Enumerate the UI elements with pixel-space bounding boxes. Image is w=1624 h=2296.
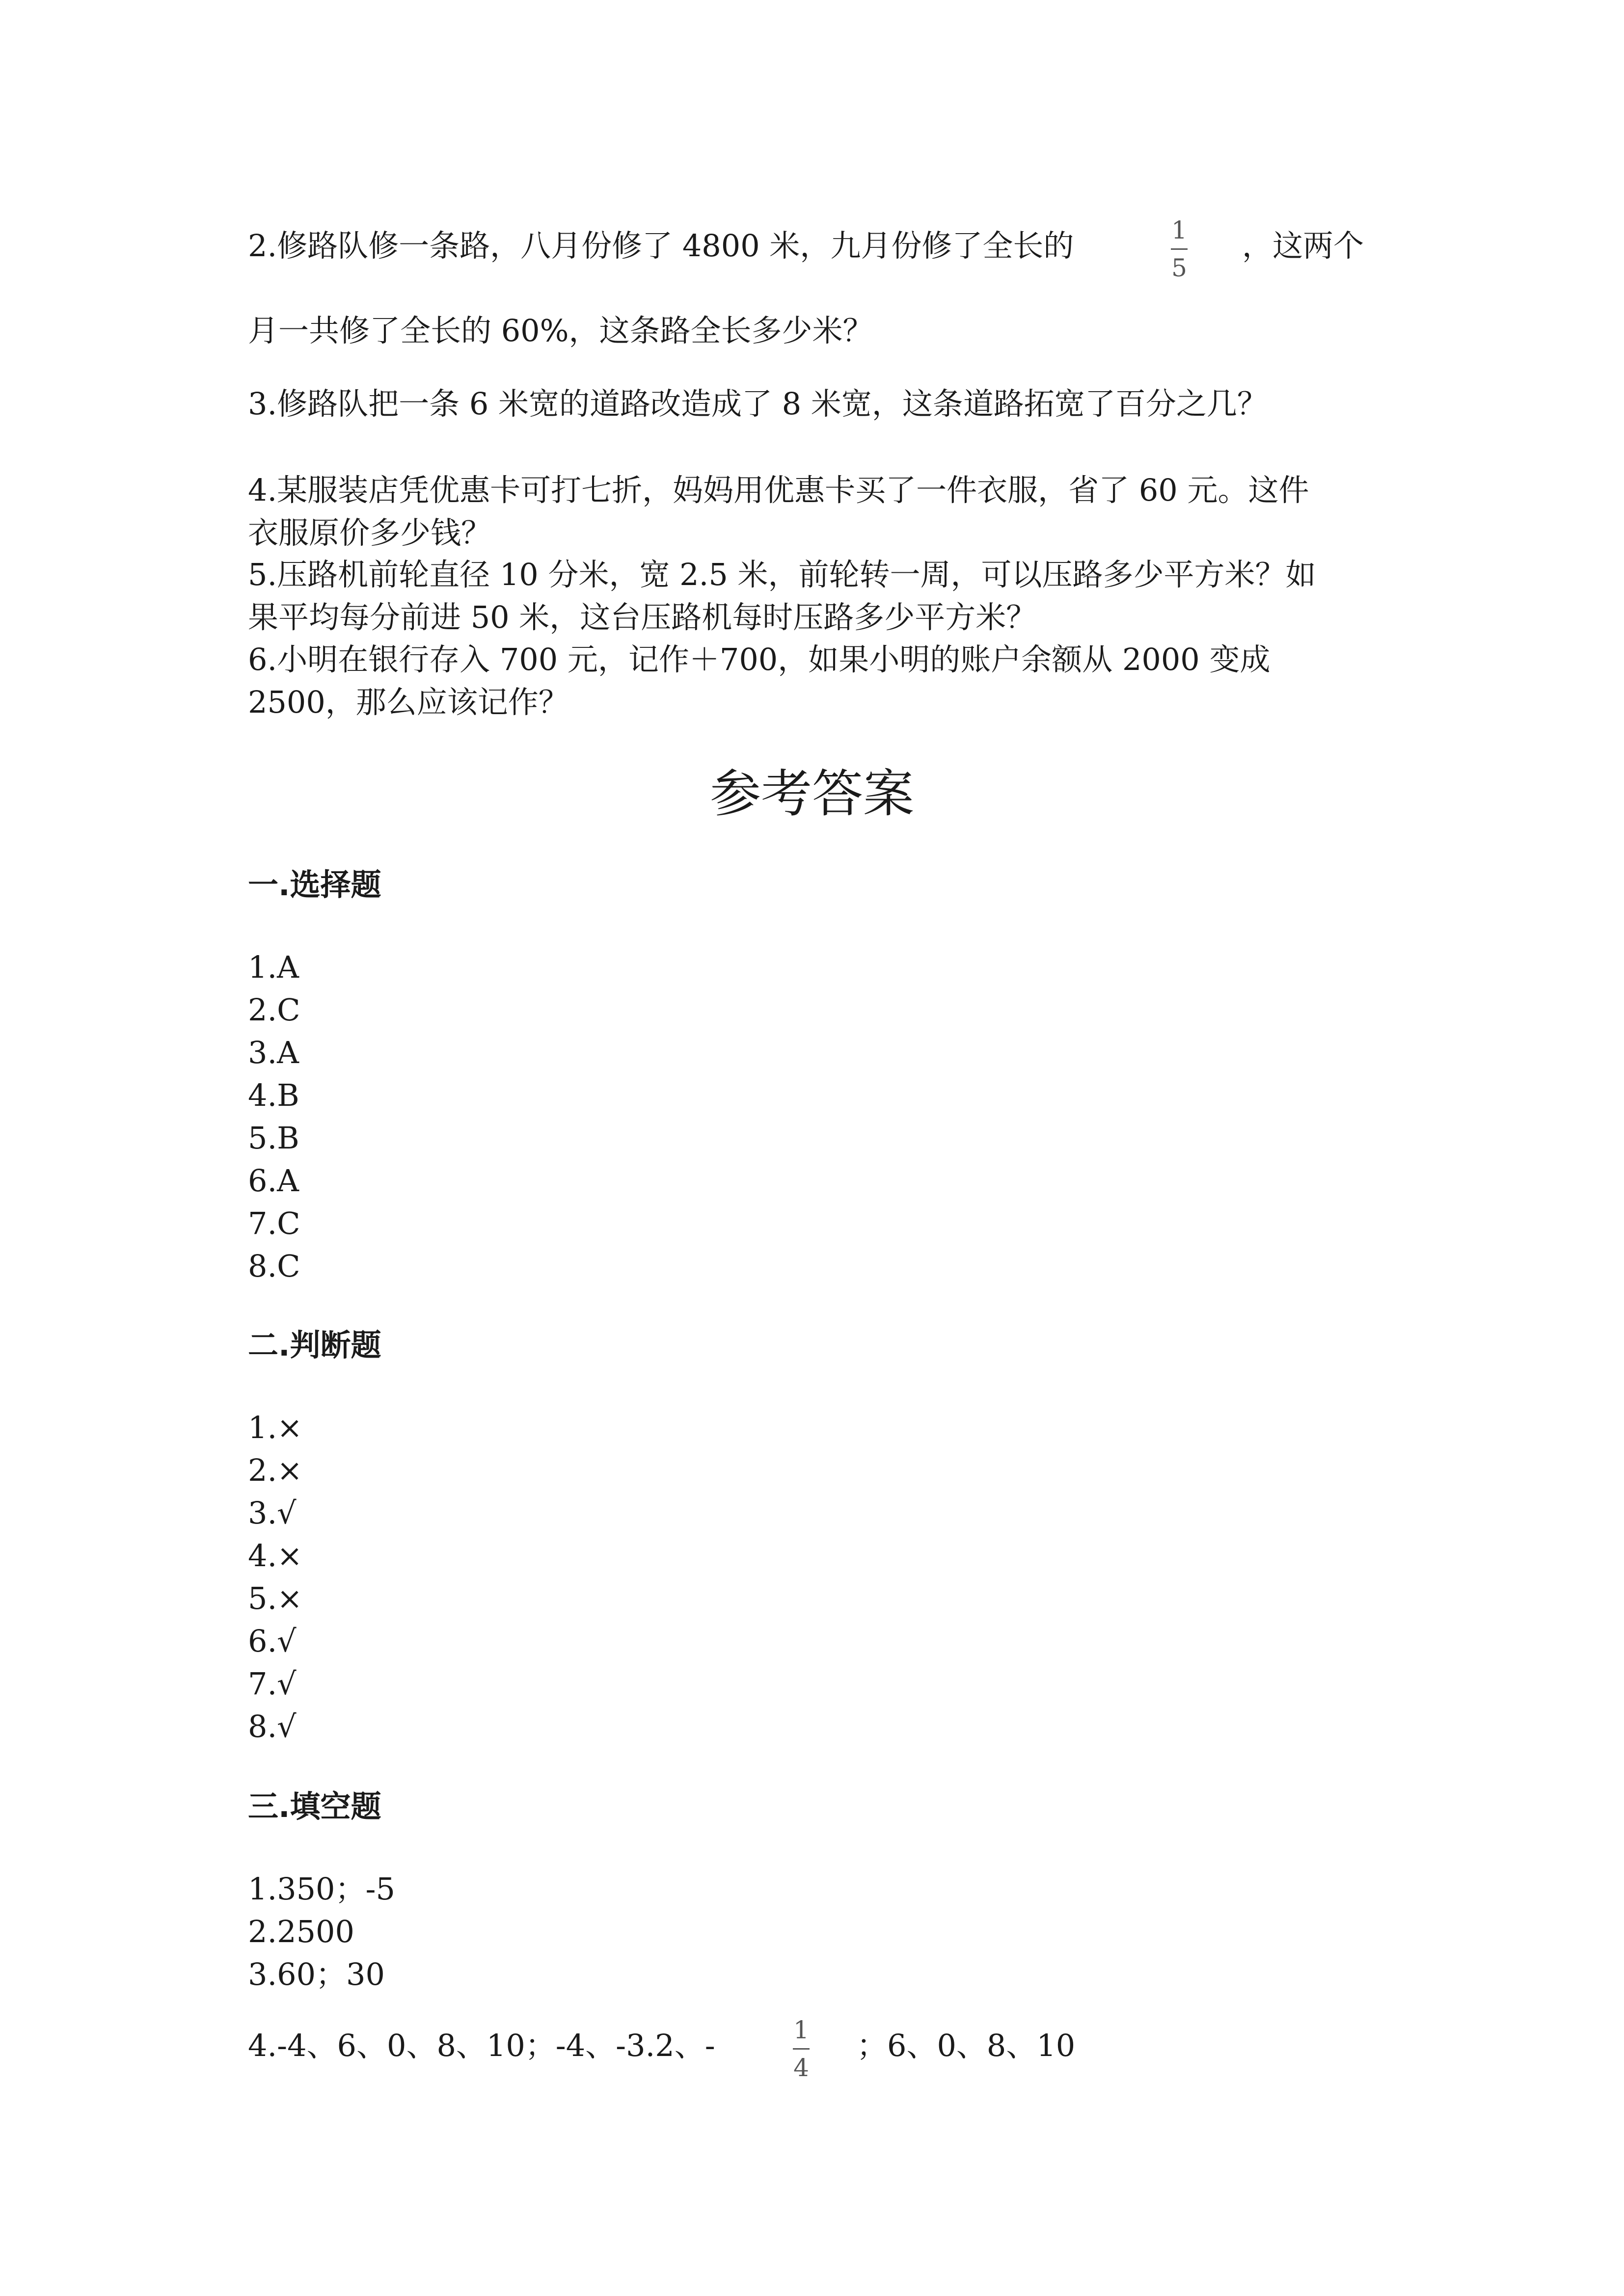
fraction-numerator: 1 — [1171, 216, 1187, 244]
problem-6-line-1: 6.小明在银行存入 700 元，记作＋700，如果小明的账户余额从 2000 变成 — [248, 641, 1271, 677]
answer-title: 参考答案 — [709, 764, 914, 824]
fraction-one-fifth — [1171, 216, 1188, 282]
answer-item: 6.A — [248, 1163, 299, 1199]
problem-2-text-before: 2.修路队修一条路，八月份修了 4800 米，九月份修了全长的 — [248, 228, 1074, 264]
answer-item: 5.B — [248, 1120, 299, 1156]
answer-item: 2.× — [248, 1452, 303, 1488]
fraction-numerator: 1 — [793, 2016, 809, 2044]
fraction-denominator: 5 — [1171, 254, 1187, 282]
problem-6-line-2: 2500，那么应该记作？ — [248, 684, 569, 720]
answer-item: 7.√ — [248, 1666, 297, 1702]
answer-item: 4.× — [248, 1538, 303, 1574]
answer-item: 3.A — [248, 1035, 299, 1070]
fraction-bar — [1171, 248, 1188, 250]
section-heading-choice: 一.选择题 — [248, 867, 381, 903]
answer-item: 1.350；-5 — [248, 1871, 395, 1907]
answer-item: 6.√ — [248, 1623, 297, 1659]
answer-item: 7.C — [248, 1205, 300, 1241]
fraction-one-quarter — [793, 2016, 810, 2082]
problem-5-line-1: 5.压路机前轮直径 10 分米，宽 2.5 米，前轮转一周，可以压路多少平方米？如 — [248, 557, 1316, 592]
problem-2-line-1 — [248, 228, 1074, 264]
section-heading-fill: 三.填空题 — [248, 1789, 381, 1824]
answer-item: 8.√ — [248, 1709, 297, 1744]
answer-item: 2.C — [248, 992, 300, 1028]
problem-5-line-2: 果平均每分前进 50 米，这台压路机每时压路多少平方米？ — [248, 599, 1037, 635]
problem-2-text-after: ，这两个 — [1242, 228, 1364, 264]
answer-item: 1.A — [248, 949, 299, 985]
fraction-denominator: 4 — [793, 2054, 809, 2082]
problem-4-line-1: 4.某服装店凭优惠卡可打七折，妈妈用优惠卡买了一件衣服，省了 60 元。这件 — [248, 472, 1309, 508]
answer-item: 8.C — [248, 1248, 300, 1284]
problem-3: 3.修路队把一条 6 米宽的道路改造成了 8 米宽，这条道路拓宽了百分之几？ — [248, 386, 1268, 422]
answer-item: 5.× — [248, 1580, 303, 1616]
answer-item: 3.√ — [248, 1495, 297, 1531]
problem-2-line-2: 月一共修了全长的 60%，这条路全长多少米？ — [248, 313, 873, 348]
answer-item: 1.× — [248, 1410, 303, 1445]
fill-answer-4-before: 4.-4、6、0、8、10；-4、-3.2、- — [248, 2028, 715, 2063]
section-heading-judgement: 二.判断题 — [248, 1327, 381, 1363]
problem-4-line-2: 衣服原价多少钱？ — [248, 515, 492, 551]
answer-item: 4.B — [248, 1077, 299, 1113]
answer-item: 3.60；30 — [248, 1956, 385, 1992]
fill-answer-4-after: ；6、0、8、10 — [857, 2028, 1076, 2063]
fraction-bar — [793, 2048, 810, 2050]
answer-item: 2.2500 — [248, 1914, 354, 1949]
